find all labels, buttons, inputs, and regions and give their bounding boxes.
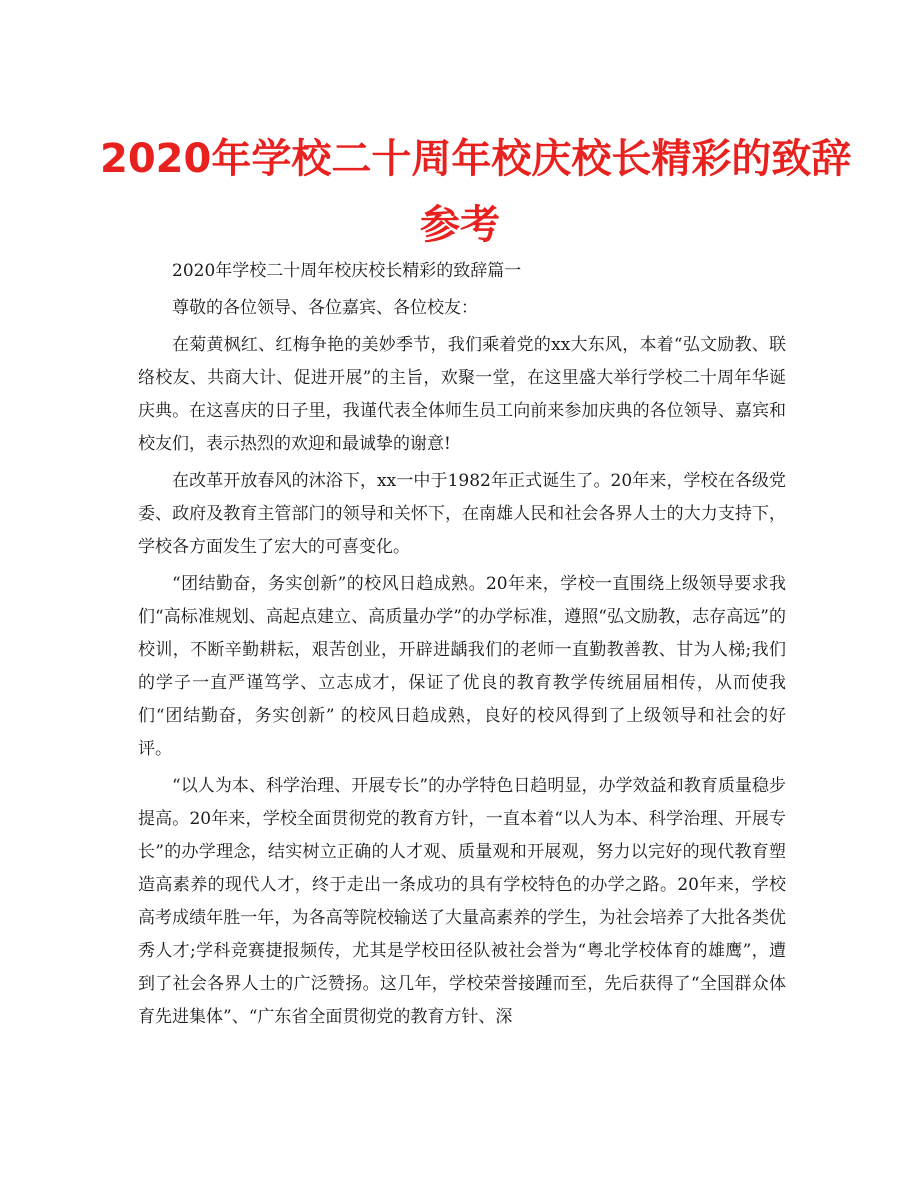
document-title-line-2: 参考 xyxy=(420,202,500,248)
salutation: 尊敬的各位领导、各位嘉宾、各位校友： xyxy=(172,298,478,318)
paragraph-school-features: “以人为本、科学治理、开展专长”的办学特色日趋明显，办学效益和教育质量稳步提高。20年来，学校全面贯彻党的教育方针，一直本着“以人为本、科学治理、开展专长”的办学理念，结实树立正确的人才观、质量观和开展观，努力以完好的现代教育塑造高素养的现代人才，终于走出一条成功的具有学校特色的办学之路。20年来，学校高考成绩年胜一年，为各高等院校输送了大量高素养的学生，为社会培养了大批各类优秀人才;学科竞赛捷报频传，尤其是学校田径队被社会誉为“粤北学校体育的雄鹰”，遭到了社会各界人士的广泛赞扬。这几年，学校荣誉接踵而至，先后获得了“全国群众体育先进集体”、“广东省全面贯彻党的教育方针、深 xyxy=(138,776,786,1027)
paragraph-school-spirit: “团结勤奋，务实创新”的校风日趋成熟。20年来，学校一直围绕上级领导要求我们“高标准规划、高起点建立、高质量办学”的办学标准，遵照“弘文励教，志存高远”的校训，不断辛勤耕耘，艰苦创业，开辟进龋我们的老师一直勤教善教、甘为人梯;我们的学子一直严谨笃学、立志成才，保证了优良的教育教学传统届届相传，从而使我们“团结勤奋，务实创新” 的校风日趋成熟，良好的校风得到了上级领导和社会的好评。 xyxy=(138,574,786,759)
paragraph-opening: 在菊黄枫红、红梅争艳的美妙季节，我们乘着党的xx大东风，本着“弘文励教、联络校友、共商大计、促进开展”的主旨，欢聚一堂，在这里盛大举行学校二十周年华诞庆典。在这喜庆的日子里，我谨代表全体师生员工向前来参加庆典的各位领导、嘉宾和校友们，表示热烈的欢迎和最诚挚的谢意! xyxy=(138,335,786,454)
document-title-line-1: 2020年学校二十周年校庆校长精彩的致辞 xyxy=(100,136,852,182)
document-body xyxy=(138,255,786,1034)
section-heading: 2020年学校二十周年校庆校长精彩的致辞篇一 xyxy=(172,261,522,281)
paragraph-history: 在改革开放春风的沐浴下，xx一中于1982年正式诞生了。20年来，学校在各级党委、政府及教育主管部门的领导和关怀下，在南雄人民和社会各界人士的大力支持下，学校各方面发生了宏大的可喜变化。 xyxy=(138,471,786,557)
